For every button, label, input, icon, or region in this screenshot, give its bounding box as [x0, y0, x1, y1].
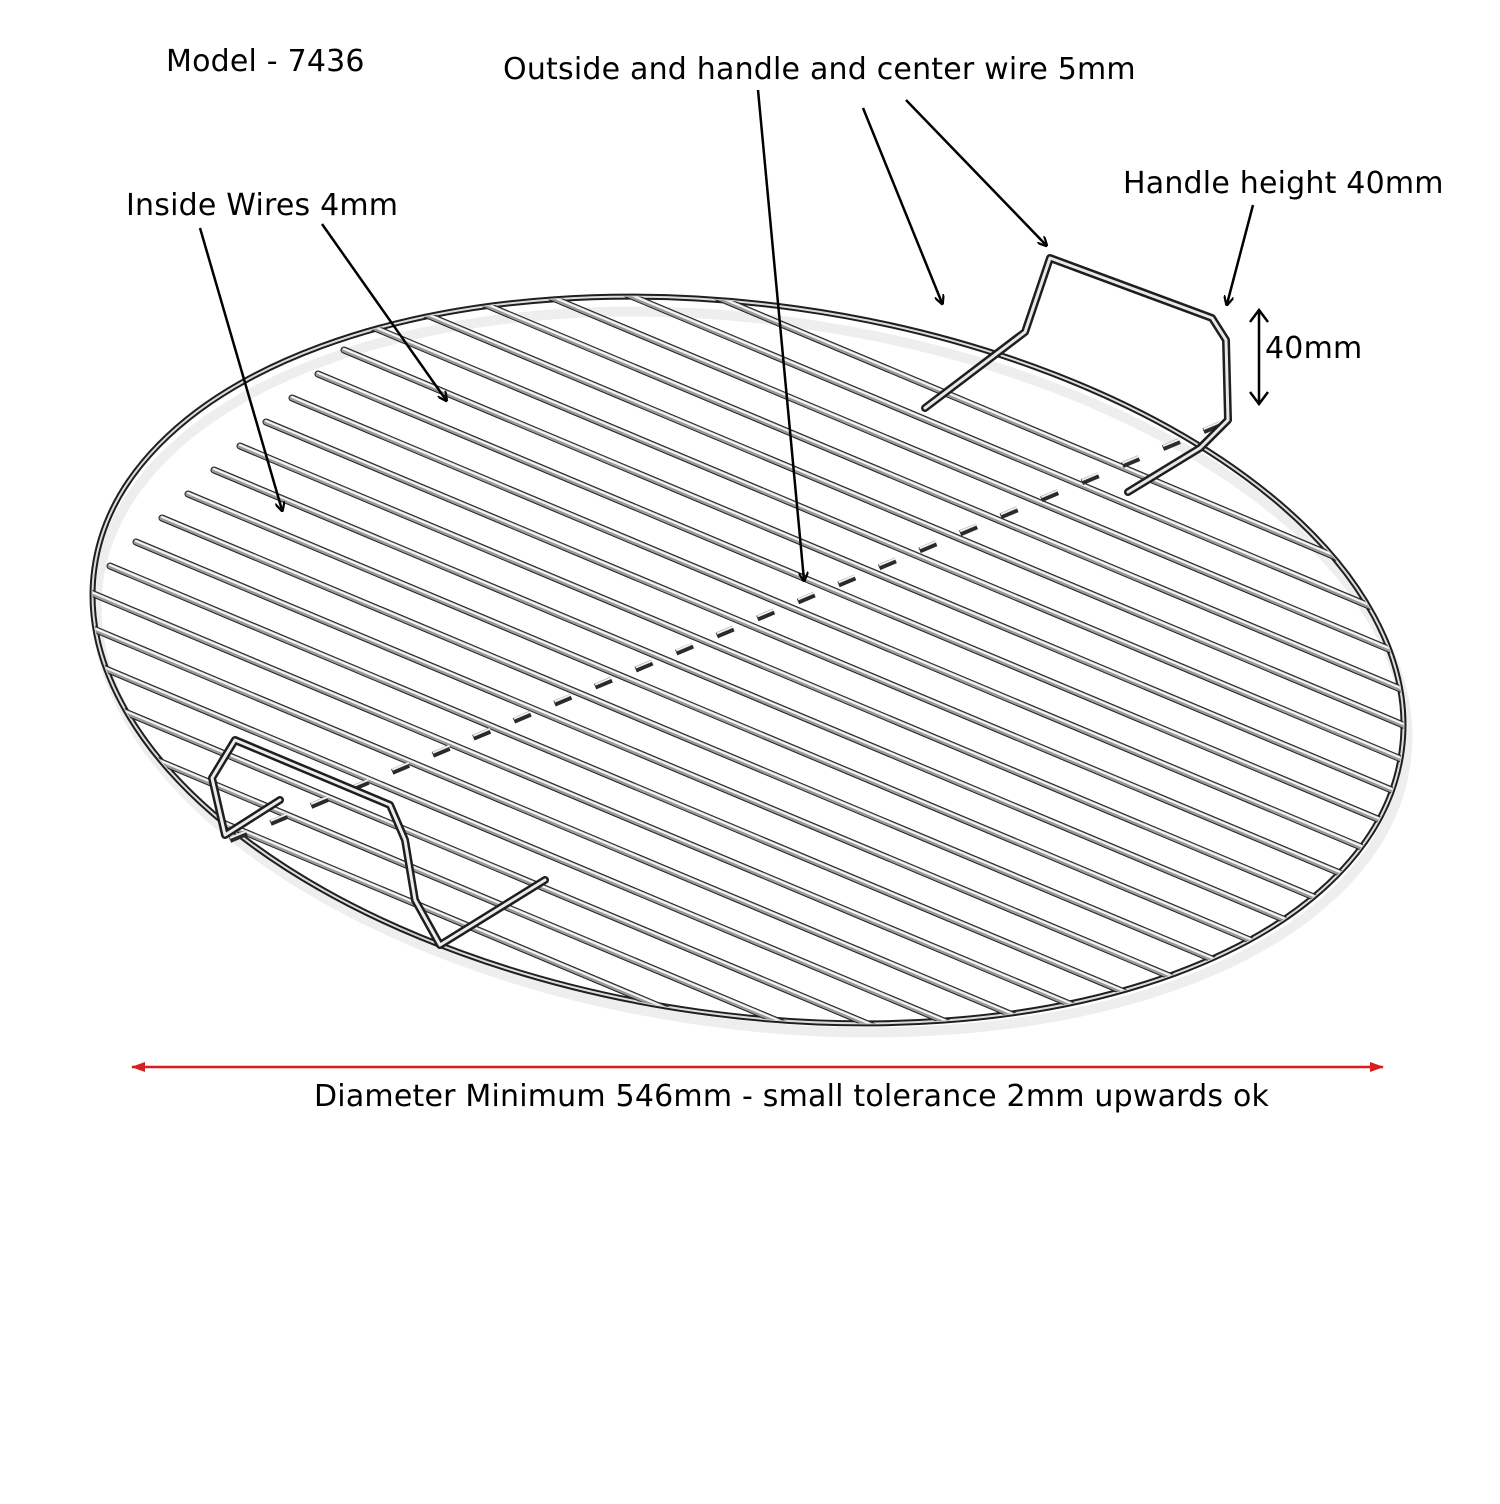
handle-height-label: Handle height 40mm	[1123, 166, 1444, 201]
inside-wires-label: Inside Wires 4mm	[126, 188, 399, 223]
center-wire-arrow	[758, 90, 804, 580]
diameter-label: Diameter Minimum 546mm - small tolerance 2mm upwards ok	[314, 1079, 1270, 1114]
grate-shadow	[49, 232, 1454, 1113]
model-label: Model - 7436	[166, 44, 365, 79]
handle-height-arrow	[1227, 205, 1253, 304]
handle-wire-arrow	[906, 100, 1046, 245]
inside-wire-arrow-2	[322, 224, 446, 400]
handle-dimension-label: 40mm	[1265, 331, 1363, 366]
rim-wire-arrow	[863, 108, 942, 303]
right-handle-wire	[925, 258, 1228, 492]
outside-wire-label: Outside and handle and center wire 5mm	[503, 52, 1136, 87]
